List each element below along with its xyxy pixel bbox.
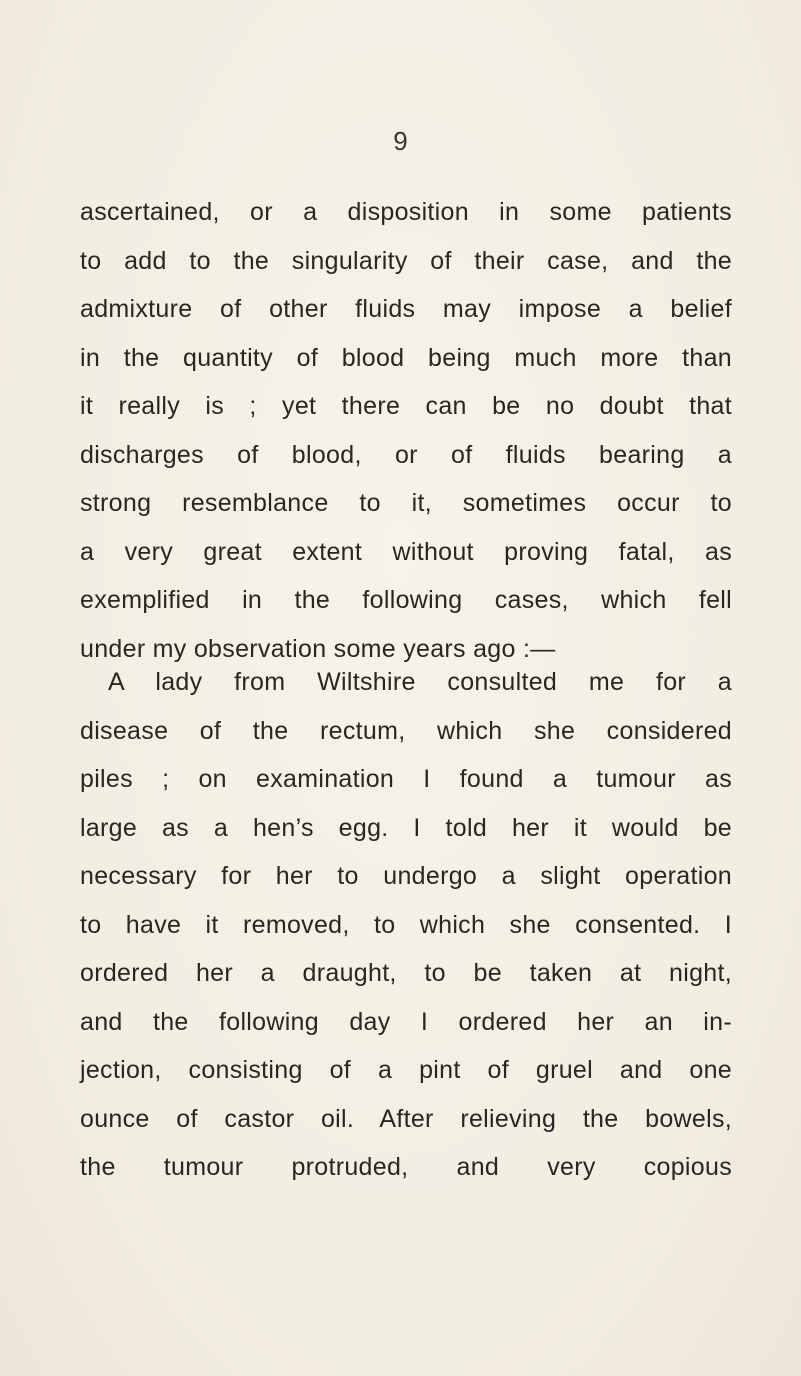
text-line: discharges of blood, or of fluids bearing a	[80, 440, 732, 469]
text-line: under my observation some years ago :—	[80, 634, 556, 663]
paragraph-2	[80, 658, 732, 1192]
text-line: and the following day I ordered her an in-	[80, 1007, 732, 1036]
text-line: ordered her a draught, to be taken at night,	[80, 959, 732, 987]
page-number: 9	[393, 126, 408, 156]
text-line: it really is ; yet there can be no doubt that	[80, 392, 732, 420]
text-line: exemplified in the following cases, which fell	[80, 586, 732, 614]
text-line: disease of the rectum, which she considered	[80, 716, 732, 745]
text-line: ascertained, or a disposition in some patients	[80, 198, 732, 226]
text-line: ounce of castor oil. After relieving the bowels,	[80, 1104, 732, 1133]
text-line: jection, consisting of a pint of gruel and one	[80, 1056, 732, 1084]
text-line: strong resemblance to it, sometimes occur to	[80, 489, 732, 517]
paragraph-1	[80, 188, 732, 673]
text-line: large as a hen’s egg. I told her it would be	[80, 813, 732, 842]
text-line: A lady from Wiltshire consulted me for a	[108, 668, 732, 696]
text-line: admixture of other fluids may impose a belief	[80, 295, 732, 323]
text-line: piles ; on examination I found a tumour as	[80, 765, 732, 793]
text-line: in the quantity of blood being much more than	[80, 343, 732, 372]
text-line: a very great extent without proving fatal, as	[80, 537, 732, 566]
text-line: to add to the singularity of their case, and the	[80, 246, 732, 275]
text-line: necessary for her to undergo a slight operation	[80, 862, 732, 890]
text-line: to have it removed, to which she consented. I	[80, 910, 732, 939]
text-line: the tumour protruded, and very copious	[80, 1153, 732, 1181]
